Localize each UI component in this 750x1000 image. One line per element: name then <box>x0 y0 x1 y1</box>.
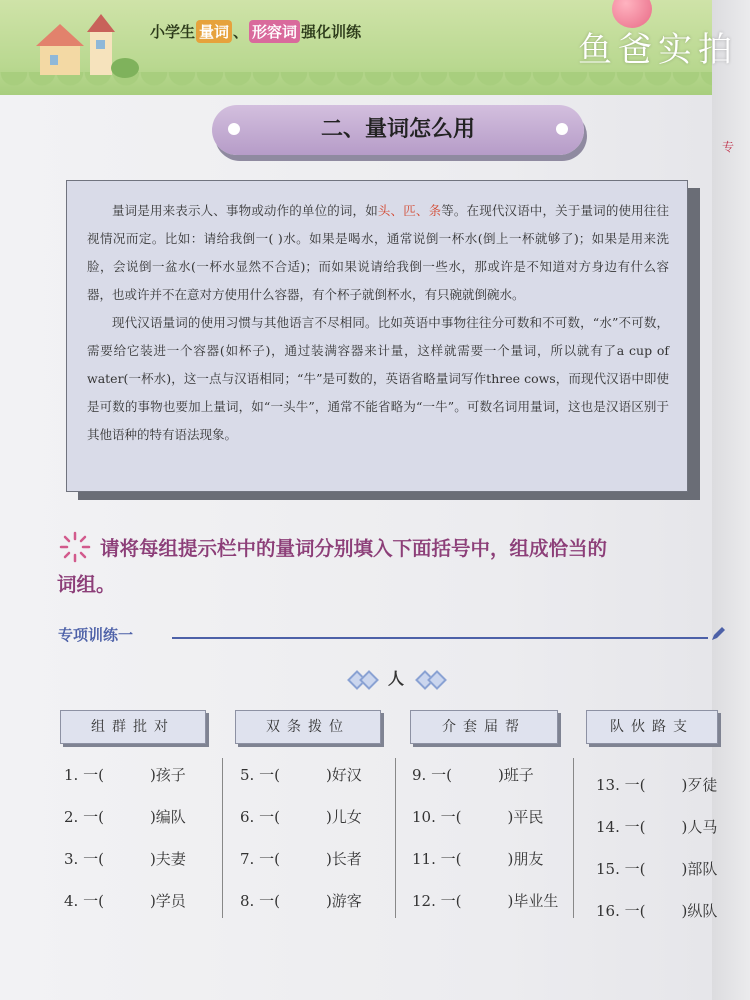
section-label: 专项训练一 <box>58 626 134 644</box>
group-title-label: 人 <box>387 669 404 688</box>
task-instruction-line2: 词组。 <box>57 573 116 596</box>
exercise-item: 7. 一( )长者 <box>240 850 362 868</box>
exercise-item: 1. 一( )孩子 <box>64 766 186 784</box>
hint-box: 介套届帮 <box>410 710 558 744</box>
diamond-icon <box>427 670 447 690</box>
series-highlight-2: 形容词 <box>249 20 300 43</box>
exercise-item: 5. 一( )好汉 <box>240 766 362 784</box>
exercise-item: 13. 一( )歹徒 <box>596 776 718 794</box>
next-page-peek-text: 专 <box>722 140 735 154</box>
exercise-item: 3. 一( )夫妻 <box>64 850 186 868</box>
exercise-item: 10. 一( )平民 <box>412 808 544 826</box>
column-divider <box>395 758 396 918</box>
series-highlight-1: 量词 <box>196 20 232 43</box>
exercise-item: 11. 一( )朋友 <box>412 850 544 868</box>
exercise-item: 15. 一( )部队 <box>596 860 718 878</box>
hint-box: 队伙路支 <box>586 710 718 744</box>
column-divider <box>573 758 574 918</box>
diamond-icon <box>359 670 379 690</box>
exercise-item: 16. 一( )纵队 <box>596 902 718 920</box>
column-divider <box>222 758 223 918</box>
exercise-item: 12. 一( )毕业生 <box>412 892 559 910</box>
pencil-icon <box>710 626 726 642</box>
section-divider <box>172 637 708 639</box>
exercise-item: 8. 一( )游客 <box>240 892 362 910</box>
intro-paragraph-1: 量词是用来表示人、事物或动作的单位的词，如头、匹、条等。在现代汉语中，关于量词的使用往往视情况而定。比如：请给我倒一( )水。如果是喝水，通常说倒一杯水(倒上一杯就够了)；如果是用来洗脸，会说倒一盆水(一杯水显然不合适)；而如果说请给我倒一些水，那或许是不知道对方身边有什么容器，也或许并不在意对方使用什么容器，有个杯子就倒杯水，有只碗就倒碗水。 <box>87 203 669 302</box>
exercise-item: 2. 一( )编队 <box>64 808 186 826</box>
exercise-item: 4. 一( )学员 <box>64 892 186 910</box>
exercise-item: 9. 一( )班子 <box>412 766 534 784</box>
exercise-item: 14. 一( )人马 <box>596 818 718 836</box>
exercise-item: 6. 一( )儿女 <box>240 808 362 826</box>
section-title-pill <box>212 105 584 155</box>
sparkle-icon <box>58 530 92 564</box>
group-title <box>346 666 446 692</box>
intro-text-box <box>66 180 688 492</box>
series-title: 小学生 量词 、 形容词 强化训练 <box>150 20 361 43</box>
photo-watermark: 鱼爸实拍 <box>578 30 738 70</box>
page-title: 二、量词怎么用 <box>320 117 475 142</box>
house-illustration-icon <box>30 10 140 80</box>
intro-paragraph-2: 现代汉语量词的使用习惯与其他语言不尽相同。比如英语中事物往往分可数和不可数，“水”不可数，需要给它装进一个容器(如杯子)，通过装满容器来计量，这样就需要一个量词，所以就有了a cup of water(一杯水)，这一点与汉语相同；“牛”是可数的，英语省略量词写作three cows，而现代汉语中即使是可数的事物也要加上量词，如“一头牛”，通常不能省略为“一牛”。可数名词用量词，这也是汉语区别于其他语种的特有语法现象。 <box>87 315 669 442</box>
hint-box: 双条拨位 <box>235 710 381 744</box>
hint-box: 组群批对 <box>60 710 206 744</box>
task-instruction-line1: 请将每组提示栏中的量词分别填入下面括号中，组成恰当的 <box>100 537 608 560</box>
